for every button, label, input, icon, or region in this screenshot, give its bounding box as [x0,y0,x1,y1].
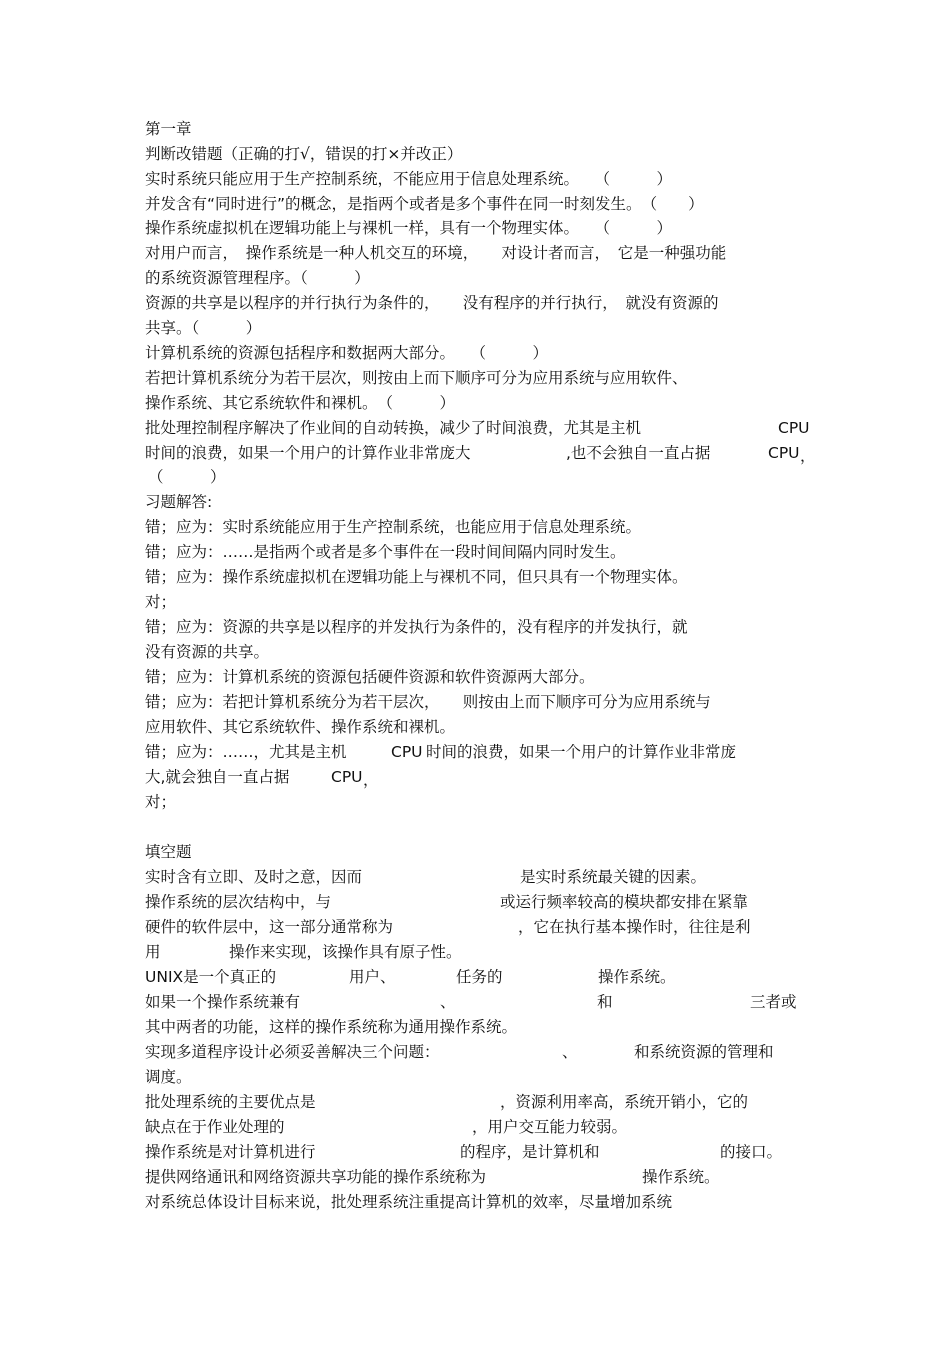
tf-question-8-comma: ， [800,447,816,465]
fill-3-part-4: 操作系统。 [598,968,676,986]
tf-question-6: 计算机系统的资源包括程序和数据两大部分。 （ ） [145,344,549,362]
answer-9: 对； [145,793,177,811]
answer-8-cpu-1: CPU [391,743,423,761]
fill-5-part-1: 实现多道程序设计必须妥善解决三个问题： [145,1043,440,1061]
tf-question-1: 实时系统只能应用于生产控制系统，不能应用于信息处理系统。 （ ） [145,170,673,188]
true-false-heading: 判断改错题（正确的打√，错误的打×并改正） [145,145,463,163]
answer-8-line-1-post: 时间的浪费，如果一个用户的计算作业非常庞 [426,743,737,761]
fill-1-part-1: 实时含有立即、及时之意，因而 [145,868,363,886]
tf-question-8-cpu-1: CPU [778,419,810,437]
answer-8-line-2: 大,就会独自一直占据 [145,768,290,786]
fill-3-part-3: 任务的 [456,968,503,986]
tf-question-8-line-1: 批处理控制程序解决了作业间的自动转换，减少了时间浪费，尤其是主机 [145,419,642,437]
fill-6-part-3: 缺点在于作业处理的 [145,1118,285,1136]
tf-question-2: 并发含有“同时进行”的概念，是指两个或者是多个事件在同一时刻发生。 （ ） [145,195,704,213]
fill-6-part-1: 批处理系统的主要优点是 [145,1093,316,1111]
tf-question-5-line-2: 共享。（ ） [145,319,262,337]
answer-4: 对； [145,593,177,611]
tf-question-8-line-2-mid: ,也不会独自一直占据 [566,444,711,462]
fill-2-part-5: 用 [145,943,161,961]
fill-3-part-1: UNIX是一个真正的 [145,968,277,986]
fill-7-part-1: 操作系统是对计算机进行 [145,1143,316,1161]
fill-4-part-4: 三者或 [750,993,797,1011]
answer-2: 错；应为：……是指两个或者是多个事件在一段时间间隔内同时发生。 [145,543,626,561]
answer-8-line-1: 错；应为：……，尤其是主机 [145,743,347,761]
chapter-title: 第一章 [145,120,192,138]
fill-3-part-2: 用户、 [349,968,396,986]
tf-question-8-line-2: 时间的浪费，如果一个用户的计算作业非常庞大 [145,444,471,462]
answer-5-line-2: 没有资源的共享。 [145,643,270,661]
tf-question-8-line-3: （ ） [148,468,226,486]
answer-8-comma: ， [363,771,379,789]
fill-2-part-3: 硬件的软件层中，这一部分通常称为 [145,918,394,936]
tf-question-7-line-1: 若把计算机系统分为若干层次，则按由上而下顺序可分为应用系统与应用软件、 [145,369,688,387]
tf-question-7-line-2: 操作系统、其它系统软件和裸机。 （ ） [145,394,456,412]
fill-2-part-6: 操作来实现，该操作具有原子性。 [229,943,462,961]
fill-2-part-1: 操作系统的层次结构中，与 [145,893,332,911]
tf-question-3: 操作系统虚拟机在逻辑功能上与裸机一样，具有一个物理实体。 （ ） [145,219,673,237]
fill-1-part-2: 是实时系统最关键的因素。 [520,868,707,886]
fill-4-part-1: 如果一个操作系统兼有 [145,993,301,1011]
fill-5-part-3: 和系统资源的管理和 [634,1043,774,1061]
answer-5-line-1: 错；应为：资源的共享是以程序的并发执行为条件的，没有程序的并发执行，就 [145,618,688,636]
tf-question-4-line-2: 的系统资源管理程序。（ ） [145,269,370,287]
fill-5-part-4: 调度。 [145,1068,192,1086]
fill-7-part-2: 的程序，是计算机和 [460,1143,600,1161]
answer-6: 错；应为：计算机系统的资源包括硬件资源和软件资源两大部分。 [145,668,595,686]
fill-5-part-2: 、 [562,1043,578,1061]
fill-6-part-4: ，用户交互能力较弱。 [472,1118,628,1136]
fill-7-part-3: 的接口。 [720,1143,783,1161]
fill-4-part-3: 和 [597,993,613,1011]
fill-8-part-2: 操作系统。 [642,1168,720,1186]
tf-question-4-line-1: 对用户而言， 操作系统是一种人机交互的环境， 对设计者而言， 它是一种强功能 [145,244,727,262]
fill-8-part-1: 提供网络通讯和网络资源共享功能的操作系统称为 [145,1168,487,1186]
fill-2-part-2: 或运行频率较高的模块都安排在紧靠 [500,893,749,911]
answer-7-line-1: 错；应为：若把计算机系统分为若干层次， 则按由上而下顺序可分为应用系统与 [145,693,711,711]
answers-heading: 习题解答: [145,493,213,511]
tf-question-8-cpu-2: CPU [768,444,800,462]
fill-blank-heading: 填空题 [145,843,192,861]
fill-4-part-2: 、 [440,993,456,1011]
fill-2-part-4: ，它在执行基本操作时，往往是利 [518,918,751,936]
answer-7-line-2: 应用软件、其它系统软件、操作系统和裸机。 [145,718,456,736]
answer-3: 错；应为：操作系统虚拟机在逻辑功能上与裸机不同，但只具有一个物理实体。 [145,568,688,586]
answer-8-cpu-2: CPU [331,768,363,786]
answer-1: 错；应为：实时系统能应用于生产控制系统，也能应用于信息处理系统。 [145,518,642,536]
fill-4-part-5: 其中两者的功能，这样的操作系统称为通用操作系统。 [145,1018,518,1036]
fill-6-part-2: ，资源利用率高，系统开销小，它的 [500,1093,749,1111]
fill-9: 对系统总体设计目标来说，批处理系统注重提高计算机的效率，尽量增加系统 [145,1193,673,1211]
tf-question-5-line-1: 资源的共享是以程序的并行执行为条件的， 没有程序的并行执行， 就没有资源的 [145,294,719,312]
